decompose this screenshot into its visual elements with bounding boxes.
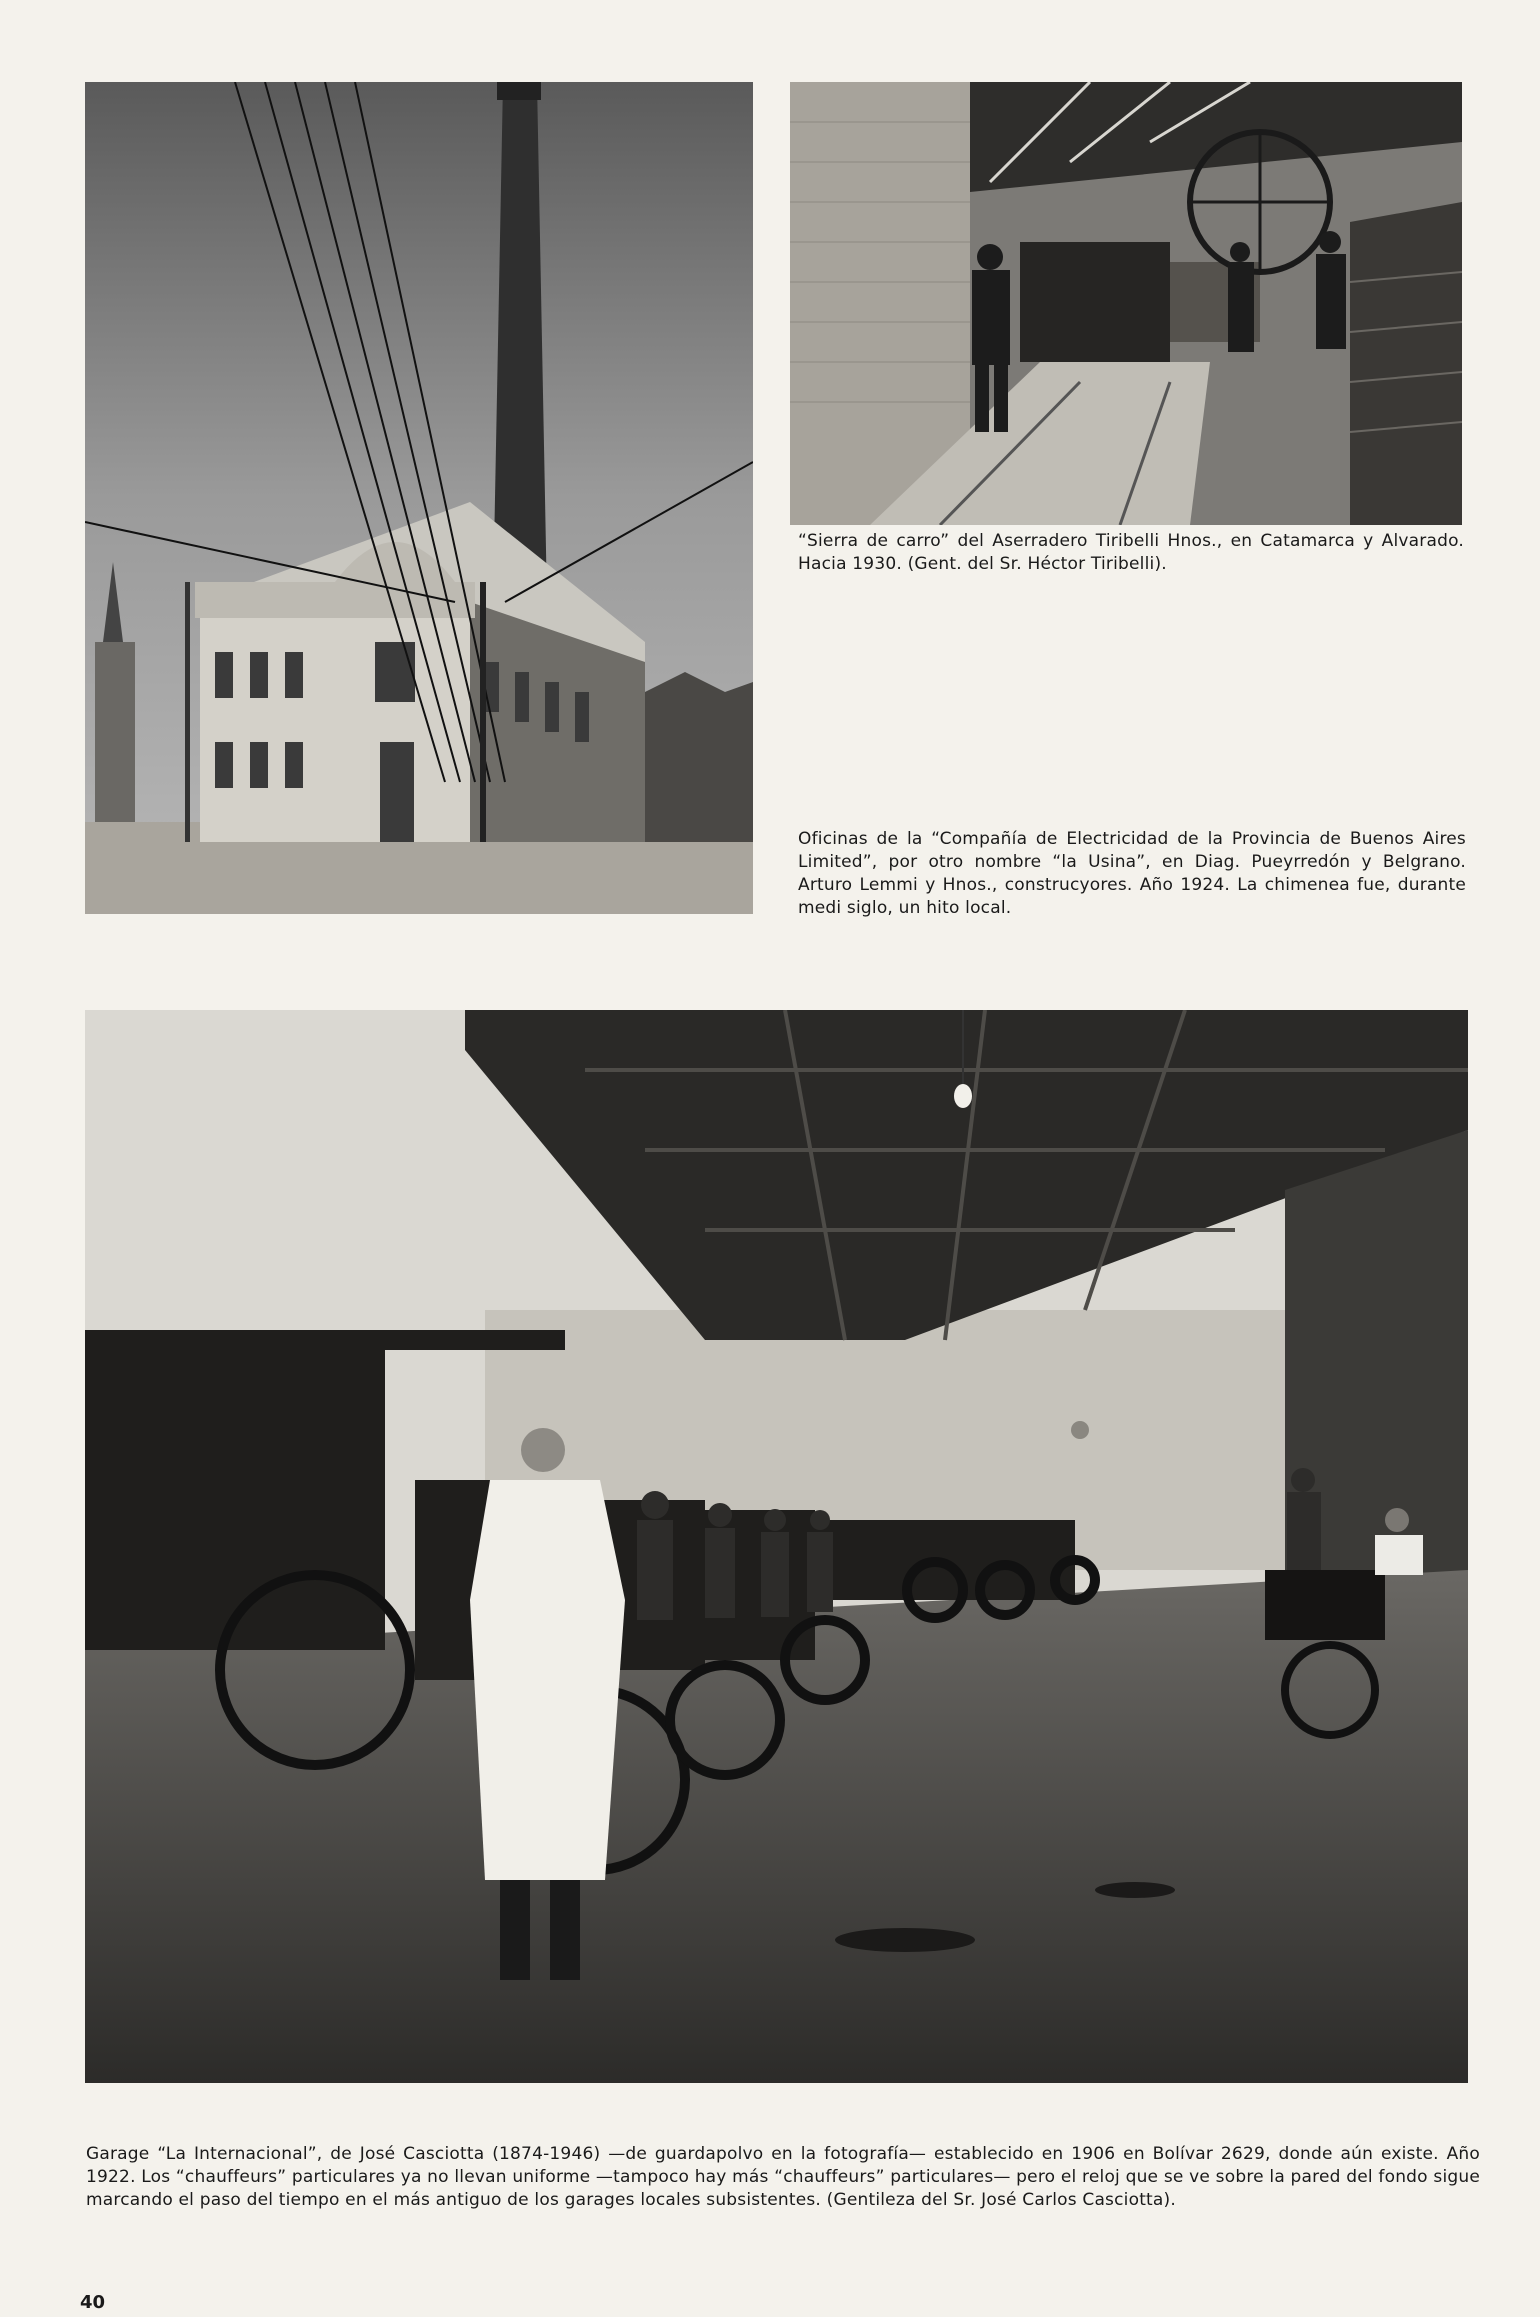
factory-photo <box>85 82 753 914</box>
garage-photo <box>85 1010 1468 2083</box>
sawmill-photo <box>790 82 1462 525</box>
sawmill-caption: “Sierra de carro” del Aserradero Tiribelli Hnos., en Catamarca y Alvarado. Hacia 1930. (Gent. del Sr. Héctor Tiribelli). <box>798 531 1464 574</box>
garage-caption: Garage “La Internacional”, de José Casciotta (1874-1946) —de guardapolvo en la fotografía— establecido en 1906 en Bolívar 2629, donde aún existe. Año 1922. Los “chauffeurs” particulares ya no llevan uniforme —tampoco hay más “chauffeurs” particulares— pero el reloj que se ve sobre la pared del fondo sigue marcando el paso del tiempo en el más antiguo de los garages locales subsistentes. (Gentileza del Sr. José Carlos Casciotta). <box>86 2144 1480 2210</box>
page-number: 40 <box>80 2292 106 2313</box>
factory-caption: Oficinas de la “Compañía de Electricidad de la Provincia de Buenos Aires Limited”, por otro nombre “la Usina”, en Diag. Pueyrredón y Belgrano. Arturo Lemmi y Hnos., construcyores. Año 1924. La chimenea fue, durante medi siglo, un hito local. <box>798 829 1466 918</box>
